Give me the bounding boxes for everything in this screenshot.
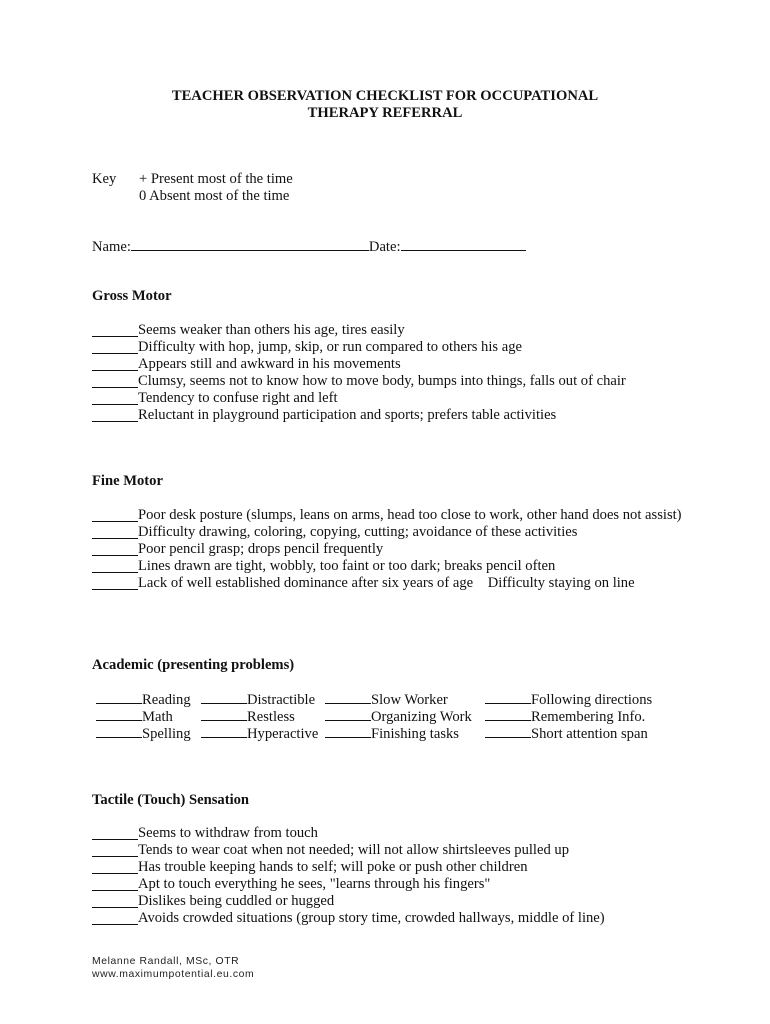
item-text: Avoids crowded situations (group story time, crowded hallways, middle of line) [138, 910, 605, 926]
checkbox-blank[interactable] [92, 524, 138, 539]
checkbox-blank[interactable] [92, 373, 138, 388]
item-text: Difficulty with hop, jump, skip, or run compared to others his age [138, 339, 522, 355]
list-item [92, 541, 682, 558]
checkbox-blank[interactable] [92, 859, 138, 874]
item-text: Tends to wear coat when not needed; will not allow shirtsleeves pulled up [138, 842, 570, 858]
list-item [92, 876, 692, 893]
item-text: Poor desk posture (slumps, leans on arms, head too close to work, other hand does not assist) [138, 507, 682, 523]
checkbox-blank[interactable] [92, 893, 138, 908]
tactile-list [92, 825, 692, 927]
academic-label: Reading [142, 692, 191, 708]
checkbox-blank[interactable] [96, 724, 142, 738]
item-text: Lack of well established dominance after six years of age Difficulty staying on line [138, 575, 635, 591]
checkbox-blank[interactable] [485, 707, 531, 721]
academic-label: Restless [247, 709, 295, 725]
fine-motor-list [92, 507, 682, 592]
gross-motor-list [92, 322, 692, 424]
list-item [92, 524, 682, 541]
academic-label: Short attention span [531, 726, 648, 742]
list-item [92, 825, 692, 842]
checkbox-blank[interactable] [96, 707, 142, 721]
item-text: Poor pencil grasp; drops pencil frequently [138, 541, 384, 557]
checkbox-blank[interactable] [92, 842, 138, 857]
name-field[interactable] [131, 237, 369, 251]
checkbox-blank[interactable] [325, 690, 371, 704]
academic-item [325, 724, 459, 743]
footer-website: www.maximumpotential.eu.com [92, 969, 255, 980]
academic-label: Following directions [531, 692, 653, 708]
academic-label: Distractible [247, 692, 316, 708]
academic-label: Remembering Info. [531, 709, 646, 725]
checkbox-blank[interactable] [92, 575, 138, 590]
item-text: Apt to touch everything he sees, "learns through his fingers" [138, 876, 491, 892]
name-date-row [92, 237, 526, 256]
list-item [92, 322, 692, 339]
name-label: Name: [92, 239, 131, 255]
key-present: + Present most of the time [139, 171, 293, 187]
list-item [92, 339, 692, 356]
checkbox-blank[interactable] [325, 724, 371, 738]
tactile-heading: Tactile (Touch) Sensation [92, 792, 250, 808]
checkbox-blank[interactable] [92, 507, 138, 522]
title-line-2: THERAPY REFERRAL [307, 105, 463, 121]
list-item [92, 558, 682, 575]
checkbox-blank[interactable] [201, 724, 247, 738]
academic-label: Slow Worker [371, 692, 448, 708]
fine-motor-heading: Fine Motor [92, 473, 163, 489]
item-text: Difficulty drawing, coloring, copying, cutting; avoidance of these activities [138, 524, 578, 540]
date-label: Date: [368, 239, 401, 255]
checkbox-blank[interactable] [92, 876, 138, 891]
list-item [92, 373, 692, 390]
list-item [92, 575, 682, 592]
checkbox-blank[interactable] [96, 690, 142, 704]
list-item [92, 507, 682, 524]
checkbox-blank[interactable] [92, 825, 138, 840]
key-absent: 0 Absent most of the time [139, 188, 290, 204]
checkbox-blank[interactable] [92, 390, 138, 405]
checkbox-blank[interactable] [201, 707, 247, 721]
footer-author: Melanne Randall, MSc, OTR [92, 956, 240, 967]
item-text: Seems to withdraw from touch [138, 825, 318, 841]
checkbox-blank[interactable] [485, 690, 531, 704]
date-field[interactable] [401, 237, 526, 251]
list-item [92, 893, 692, 910]
item-text: Clumsy, seems not to know how to move body, bumps into things, falls out of chair [138, 373, 626, 389]
academic-label: Finishing tasks [371, 726, 459, 742]
checkbox-blank[interactable] [92, 356, 138, 371]
academic-item [96, 724, 191, 743]
footer [92, 955, 254, 981]
item-text: Has trouble keeping hands to self; will poke or push other children [138, 859, 528, 875]
key-label: Key [92, 171, 117, 187]
academic-item [485, 724, 648, 743]
academic-label: Organizing Work [371, 709, 472, 725]
item-text: Tendency to confuse right and left [138, 390, 338, 406]
gross-motor-heading: Gross Motor [92, 288, 172, 304]
academic-label: Spelling [142, 726, 191, 742]
item-text: Dislikes being cuddled or hugged [138, 893, 335, 909]
title-line-1: TEACHER OBSERVATION CHECKLIST FOR OCCUPATIONAL [171, 88, 599, 104]
checkbox-blank[interactable] [325, 707, 371, 721]
item-text: Appears still and awkward in his movements [138, 356, 401, 372]
list-item [92, 842, 692, 859]
checkbox-blank[interactable] [92, 541, 138, 556]
checkbox-blank[interactable] [92, 558, 138, 573]
checkbox-blank[interactable] [92, 910, 138, 925]
checkbox-blank[interactable] [92, 322, 138, 337]
checkbox-blank[interactable] [485, 724, 531, 738]
list-item [92, 859, 692, 876]
page-title [0, 88, 770, 122]
item-text: Lines drawn are tight, wobbly, too faint or too dark; breaks pencil often [138, 558, 556, 574]
checkbox-blank[interactable] [92, 407, 138, 422]
list-item [92, 910, 692, 927]
list-item [92, 390, 692, 407]
academic-label: Hyperactive [247, 726, 319, 742]
list-item [92, 407, 692, 424]
academic-label: Math [142, 709, 173, 725]
academic-item [201, 724, 318, 743]
list-item [92, 356, 692, 373]
item-text: Seems weaker than others his age, tires easily [138, 322, 405, 338]
checkbox-blank[interactable] [92, 339, 138, 354]
checkbox-blank[interactable] [201, 690, 247, 704]
academic-heading: Academic (presenting problems) [92, 657, 295, 673]
item-text: Reluctant in playground participation and sports; prefers table activities [138, 407, 557, 423]
